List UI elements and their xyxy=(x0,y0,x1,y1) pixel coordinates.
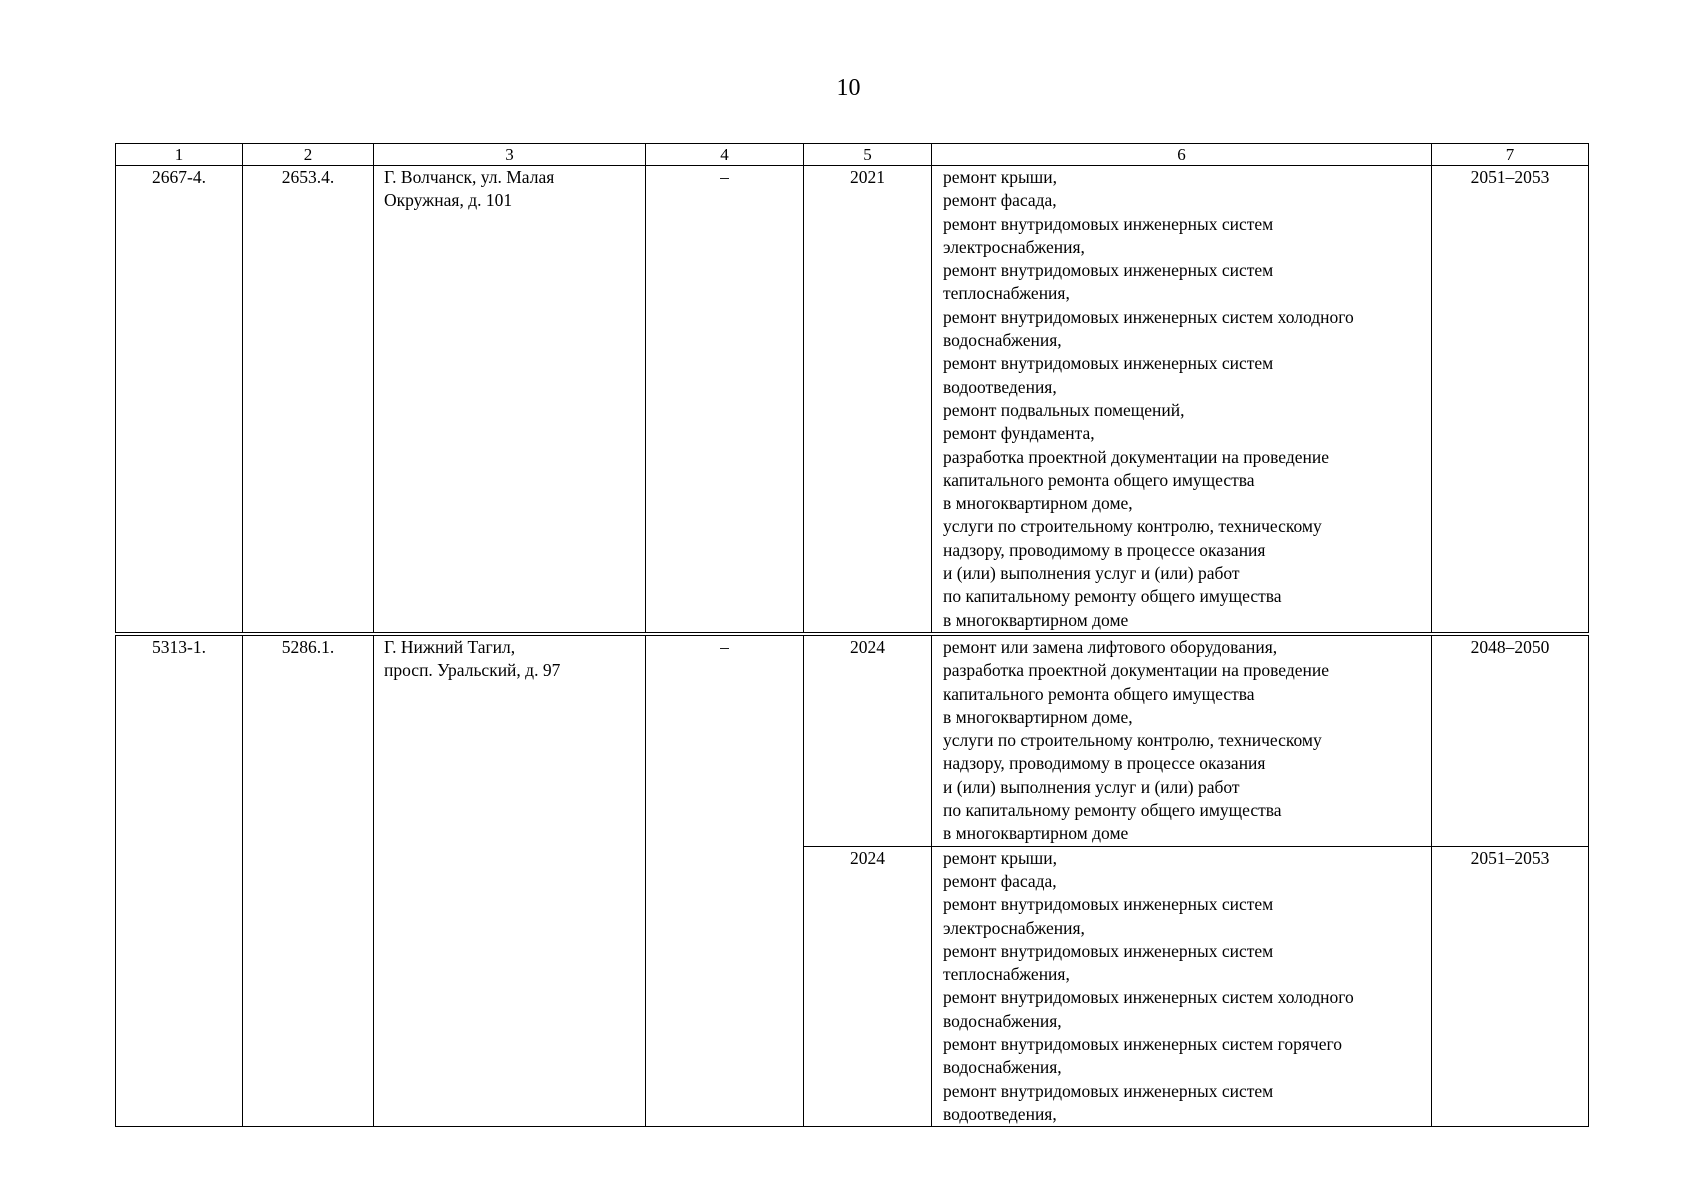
work-item: в многоквартирном доме, xyxy=(943,493,1133,514)
work-item: ремонт внутридомовых инженерных систем xyxy=(943,353,1274,374)
work-item: ремонт внутридомовых инженерных систем xyxy=(943,260,1274,281)
works-list xyxy=(932,634,1432,846)
capital-repair-table xyxy=(115,143,1589,1127)
work-item: разработка проектной документации на проведение xyxy=(943,446,1329,467)
work-item: по капитальному ремонту общего имущества xyxy=(943,800,1282,821)
page-number: 10 xyxy=(836,75,861,101)
work-item: услуги по строительному контролю, техническому xyxy=(943,516,1322,537)
column-number: 5 xyxy=(804,144,932,166)
work-item: капитального ремонта общего имущества xyxy=(943,683,1255,704)
work-item: ремонт фундамента, xyxy=(943,423,1095,444)
column-number: 6 xyxy=(932,144,1432,166)
table-row xyxy=(116,166,1589,634)
work-item: ремонт фасада, xyxy=(943,190,1057,211)
address-line: Окружная, д. 101 xyxy=(384,190,513,211)
planned-year: 2021 xyxy=(804,166,932,634)
work-item: электроснабжения, xyxy=(943,236,1085,257)
work-item: ремонт внутридомовых инженерных систем xyxy=(943,894,1274,915)
work-item: в многоквартирном доме, xyxy=(943,706,1133,727)
work-item: по капитальному ремонту общего имущества xyxy=(943,586,1282,607)
work-item: ремонт внутридомовых инженерных систем xyxy=(943,213,1274,234)
work-item: надзору, проводимому в процессе оказания xyxy=(943,539,1266,560)
address-line: Г. Нижний Тагил, xyxy=(384,636,516,657)
planned-year: 2024 xyxy=(804,634,932,846)
building-code: 5286.1. xyxy=(243,634,374,1127)
work-item: ремонт или замена лифтового оборудования, xyxy=(943,636,1278,657)
address-line: просп. Уральский, д. 97 xyxy=(384,660,561,681)
column-number: 1 xyxy=(116,144,243,166)
work-item: ремонт внутридомовых инженерных систем горячего xyxy=(943,1033,1342,1054)
works-list xyxy=(932,846,1432,1127)
work-item: теплоснабжения, xyxy=(943,283,1070,304)
repair-period: 2051–2053 xyxy=(1432,846,1589,1127)
column-number: 4 xyxy=(646,144,804,166)
row-number: 5313-1. xyxy=(116,634,243,1127)
work-item: капитального ремонта общего имущества xyxy=(943,469,1255,490)
work-item: ремонт фасада, xyxy=(943,870,1057,891)
planned-year: 2024 xyxy=(804,846,932,1127)
work-item: водоотведения, xyxy=(943,1103,1057,1124)
column-number: 7 xyxy=(1432,144,1589,166)
building-code: 2653.4. xyxy=(243,166,374,634)
work-item: ремонт крыши, xyxy=(943,847,1057,868)
building-address xyxy=(374,634,646,1127)
work-item: ремонт крыши, xyxy=(943,167,1057,187)
work-item: водоснабжения, xyxy=(943,1057,1062,1078)
work-item: надзору, проводимому в процессе оказания xyxy=(943,753,1266,774)
work-item: электроснабжения, xyxy=(943,917,1085,938)
works-list xyxy=(932,166,1432,634)
repair-period: 2048–2050 xyxy=(1432,634,1589,846)
work-item: ремонт подвальных помещений, xyxy=(943,399,1185,420)
work-item: теплоснабжения, xyxy=(943,964,1070,985)
work-item: услуги по строительному контролю, техническому xyxy=(943,730,1322,751)
work-item: и (или) выполнения услуг и (или) работ xyxy=(943,776,1240,797)
building-address xyxy=(374,166,646,634)
work-item: водоснабжения, xyxy=(943,330,1062,351)
col4-value: – xyxy=(646,166,804,634)
table-row xyxy=(116,634,1589,846)
work-item: ремонт внутридомовых инженерных систем xyxy=(943,1080,1274,1101)
work-item: в многоквартирном доме xyxy=(943,823,1129,844)
work-item: ремонт внутридомовых инженерных систем холодного xyxy=(943,987,1354,1008)
work-item: в многоквартирном доме xyxy=(943,609,1129,630)
work-item: ремонт внутридомовых инженерных систем холодного xyxy=(943,306,1354,327)
repair-period: 2051–2053 xyxy=(1432,166,1589,634)
work-item: водоотведения, xyxy=(943,376,1057,397)
row-number: 2667-4. xyxy=(116,166,243,634)
column-number: 3 xyxy=(374,144,646,166)
work-item: ремонт внутридомовых инженерных систем xyxy=(943,940,1274,961)
address-line: Г. Волчанск, ул. Малая xyxy=(384,167,555,187)
work-item: разработка проектной документации на проведение xyxy=(943,660,1329,681)
work-item: и (или) выполнения услуг и (или) работ xyxy=(943,563,1240,584)
work-item: водоснабжения, xyxy=(943,1010,1062,1031)
col4-value: – xyxy=(646,634,804,1127)
column-number-row xyxy=(116,144,1589,166)
column-number: 2 xyxy=(243,144,374,166)
